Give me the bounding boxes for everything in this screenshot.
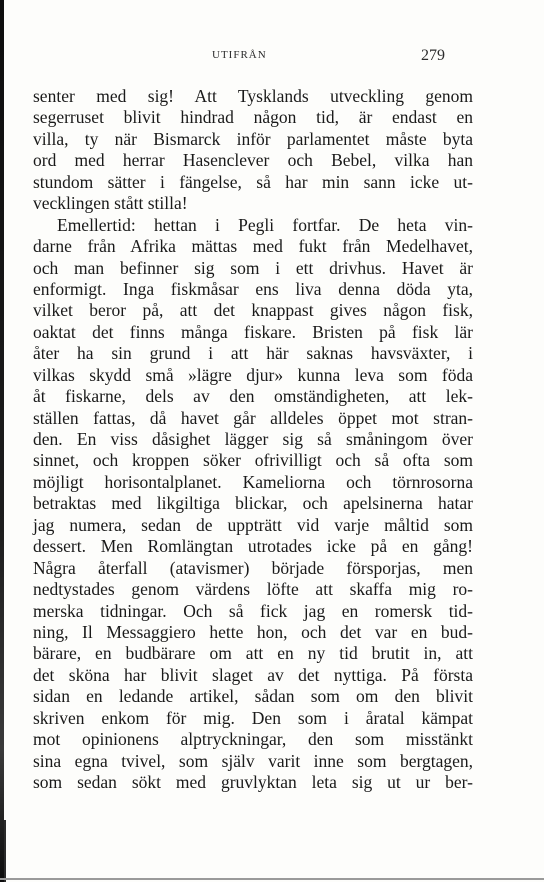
text-line: vilkas skydd små »lägre djur» kunna leva som föda [33,364,473,385]
text-line: Emellertid: hettan i Pegli fortfar. De heta vin- [57,214,473,235]
text-line: ställen fattas, då havet går alldeles öppet mot stran- [33,407,473,428]
text-line: darne från Afrika mättas med fukt från Medelhavet, [33,236,473,257]
page-binding-shadow [4,820,6,882]
page-binding-edge [0,0,4,882]
text-line: sina egna tvivel, som själv varit inne som bergtagen, [33,750,473,771]
page-number: 279 [421,47,445,64]
running-head: UTIFRÅN [212,49,267,61]
text-line: mot opinionens alptryckningar, den som misstänkt [33,729,473,750]
text-line: skriven enkom för mig. Den som i åratal kämpat [33,707,473,728]
text-line: den. En viss dåsighet lägger sig så småningom över [33,429,473,449]
text-line: som sedan sökt med gruvlyktan leta sig ut ur ber- [33,772,473,792]
page-bottom-edge [0,878,544,880]
text-line: vilket beror på, att det knappast gives någon fisk, [33,300,473,321]
text-line: åt fiskarne, dels av den omständigheten, att lek- [33,386,473,407]
text-line: åter ha sin grund i att här saknas havsväxter, i [33,343,473,364]
text-line: jag numera, sedan de uppträtt vid varje måltid som [33,514,473,535]
text-line: merska tidningar. Och så fick jag en romersk tid- [33,600,473,621]
text-line: oaktat det finns många fiskare. Bristen på fisk lär [33,321,473,342]
body-text [33,86,473,793]
text-line: Några återfall (atavismer) började försporjas, men [33,557,473,578]
text-line: dessert. Men Romlängtan utrotades icke på en gång! [33,536,473,557]
text-line: segerruset blivit hindrad någon tid, är endast en [33,107,473,128]
text-line: villa, ty när Bismarck inför parlamentet måste byta [33,128,473,149]
text-line: möjligt horisontalplanet. Kameliorna och törnrosorna [33,471,473,492]
text-line: ord med herrar Hasenclever och Bebel, vilka han [33,150,473,171]
text-line: stundom sätter i fängelse, så har min sann icke ut- [33,171,473,192]
text-line: det sköna har blivit slaget av det nyttiga. På första [33,664,473,685]
text-line: och man befinner sig som i ett drivhus. Havet är [33,257,473,278]
text-line: vecklingen stått stilla! [33,193,188,214]
text-line: senter med sig! Att Tysklands utveckling genom [33,86,473,106]
text-line: nedtystades genom värdens löfte att skaffa mig ro- [33,579,473,600]
text-line: bärare, en budbärare om att en ny tid brutit in, att [33,643,473,664]
text-line: sidan en ledande artikel, sådan som om den blivit [33,686,473,707]
text-line: enformigt. Inga fiskmåsar ens liva denna döda yta, [33,278,473,299]
text-line: betraktas med likgiltiga blickar, och apelsinerna hatar [33,493,473,514]
text-line: sinnet, och kroppen söker ofrivilligt och så ofta som [33,450,473,471]
text-line: ning, Il Messaggiero hette hon, och det var en bud- [33,621,473,642]
